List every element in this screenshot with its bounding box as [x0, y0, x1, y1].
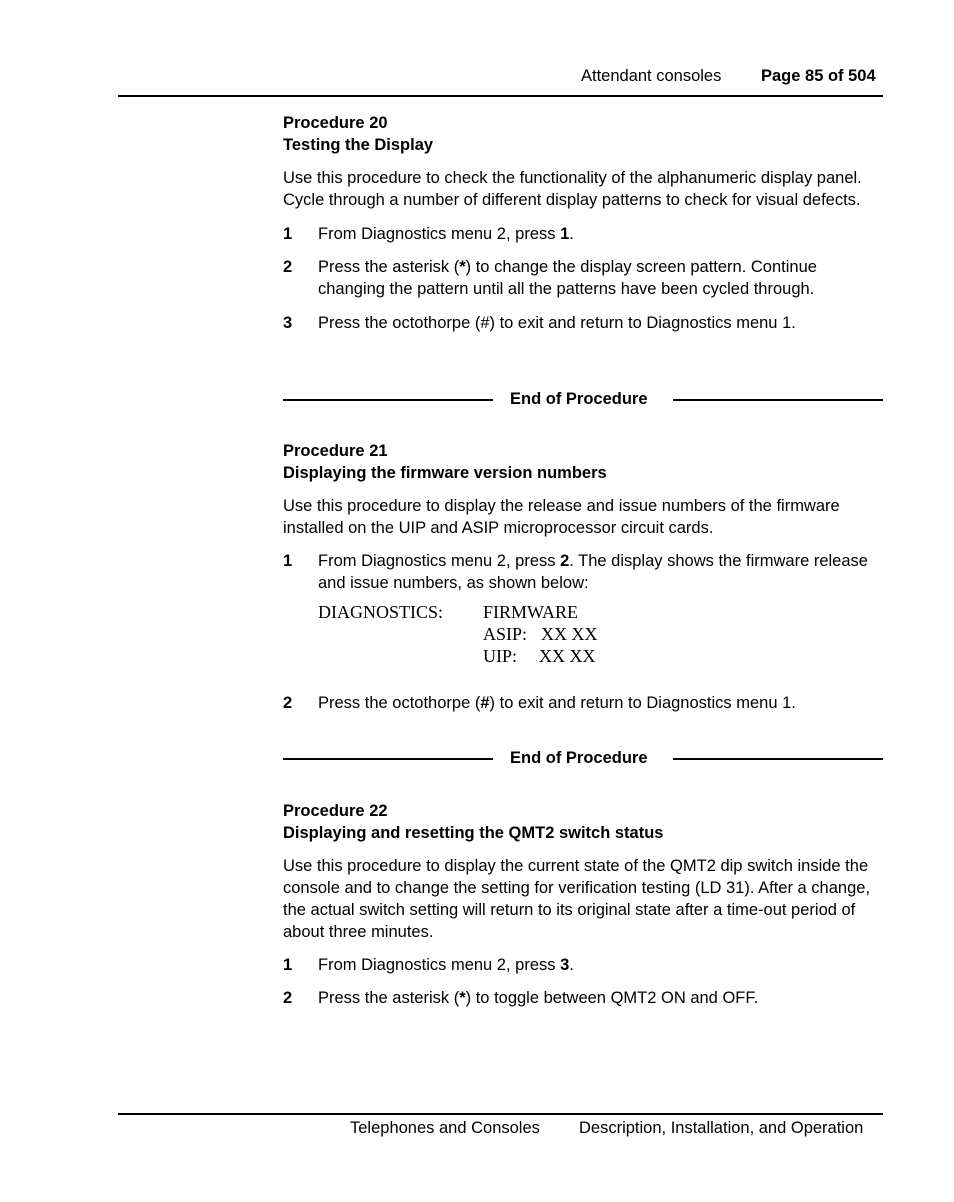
procedure-step: [283, 256, 883, 300]
end-of-procedure-label: End of Procedure: [510, 390, 648, 408]
step-number: 3: [283, 314, 293, 332]
step-text: From Diagnostics menu 2, press: [318, 225, 561, 243]
end-of-procedure-marker: [283, 747, 883, 769]
display-line-firmware: FIRMWARE: [483, 602, 579, 622]
procedure-number: Procedure 20: [283, 114, 388, 132]
display-label: DIAGNOSTICS:: [318, 602, 444, 622]
step-key: 3: [560, 956, 570, 974]
procedure-intro: Use this procedure to display the release and issue numbers of the firmware installed on the UIP and ASIP microprocessor circuit cards.: [283, 497, 840, 537]
step-text-end: ) to toggle between QMT2 ON and OFF.: [465, 989, 759, 1007]
procedure-22: [283, 800, 883, 1009]
step-text: Press the asterisk (: [318, 989, 460, 1007]
display-readout: [318, 601, 638, 667]
procedure-intro: Use this procedure to display the current state of the QMT2 dip switch inside the console and to change the setting for verification testing (LD 31). After a change, the actual switch setting will return to its original state after a time-out period of about three minutes.: [283, 857, 871, 941]
procedure-step: [283, 692, 883, 714]
procedure-21-step-2: [283, 692, 883, 714]
step-number: 1: [283, 956, 293, 974]
display-asip-label: ASIP:: [483, 624, 528, 644]
step-text-end: . The display shows the firmware release and issue numbers, as shown below:: [318, 552, 868, 592]
footer-document-subtitle: Description, Installation, and Operation: [579, 1119, 864, 1137]
divider-left: [283, 399, 493, 401]
step-key: #: [480, 694, 490, 712]
step-text-end: ) to change the display screen pattern. Continue changing the pattern until all the patterns have been cycled through.: [318, 258, 817, 298]
running-header-section: Attendant consoles: [581, 67, 722, 85]
step-text: From Diagnostics menu 2, press: [318, 956, 561, 974]
end-of-procedure-label: End of Procedure: [510, 749, 648, 767]
step-number: 1: [283, 552, 293, 570]
step-key: *: [459, 989, 466, 1007]
procedure-step: [283, 954, 883, 976]
procedure-title: Testing the Display: [283, 136, 434, 154]
step-text: Press the asterisk (: [318, 258, 460, 276]
step-key: *: [459, 258, 466, 276]
step-text: Press the octothorpe (: [318, 694, 481, 712]
step-text-end: .: [569, 956, 574, 974]
step-text-end: ) to exit and return to Diagnostics menu 1.: [489, 694, 796, 712]
step-number: 1: [283, 225, 293, 243]
display-uip-label: UIP:: [483, 646, 518, 666]
step-number: 2: [283, 989, 293, 1007]
page-number: Page 85 of 504: [761, 67, 876, 85]
procedure-step: [283, 223, 883, 245]
step-key: 1: [560, 225, 570, 243]
footer-rule: [118, 1113, 883, 1115]
procedure-number: Procedure 21: [283, 442, 388, 460]
header-rule: [118, 95, 883, 97]
footer-document-title: Telephones and Consoles: [350, 1119, 540, 1137]
procedure-21: [283, 440, 883, 594]
divider-right: [673, 399, 883, 401]
procedure-number: Procedure 22: [283, 802, 388, 820]
step-number: 2: [283, 258, 293, 276]
procedure-20: [283, 112, 883, 334]
display-uip-value: XX XX: [539, 646, 596, 666]
procedure-step: [283, 550, 883, 594]
procedure-title: Displaying the firmware version numbers: [283, 464, 607, 482]
step-text: From Diagnostics menu 2, press: [318, 552, 561, 570]
step-text: Press the octothorpe (#) to exit and return to Diagnostics menu 1.: [318, 314, 796, 332]
divider-left: [283, 758, 493, 760]
step-key: 2: [560, 552, 570, 570]
end-of-procedure-marker: [283, 388, 883, 410]
divider-right: [673, 758, 883, 760]
step-number: 2: [283, 694, 293, 712]
step-text-end: .: [569, 225, 574, 243]
procedure-step: [283, 987, 883, 1009]
procedure-title: Displaying and resetting the QMT2 switch status: [283, 824, 664, 842]
procedure-intro: Use this procedure to check the functionality of the alphanumeric display panel. Cycle through a number of different display patterns to check for visual defects.: [283, 169, 862, 209]
procedure-step: [283, 312, 883, 334]
display-asip-value: XX XX: [541, 624, 598, 644]
